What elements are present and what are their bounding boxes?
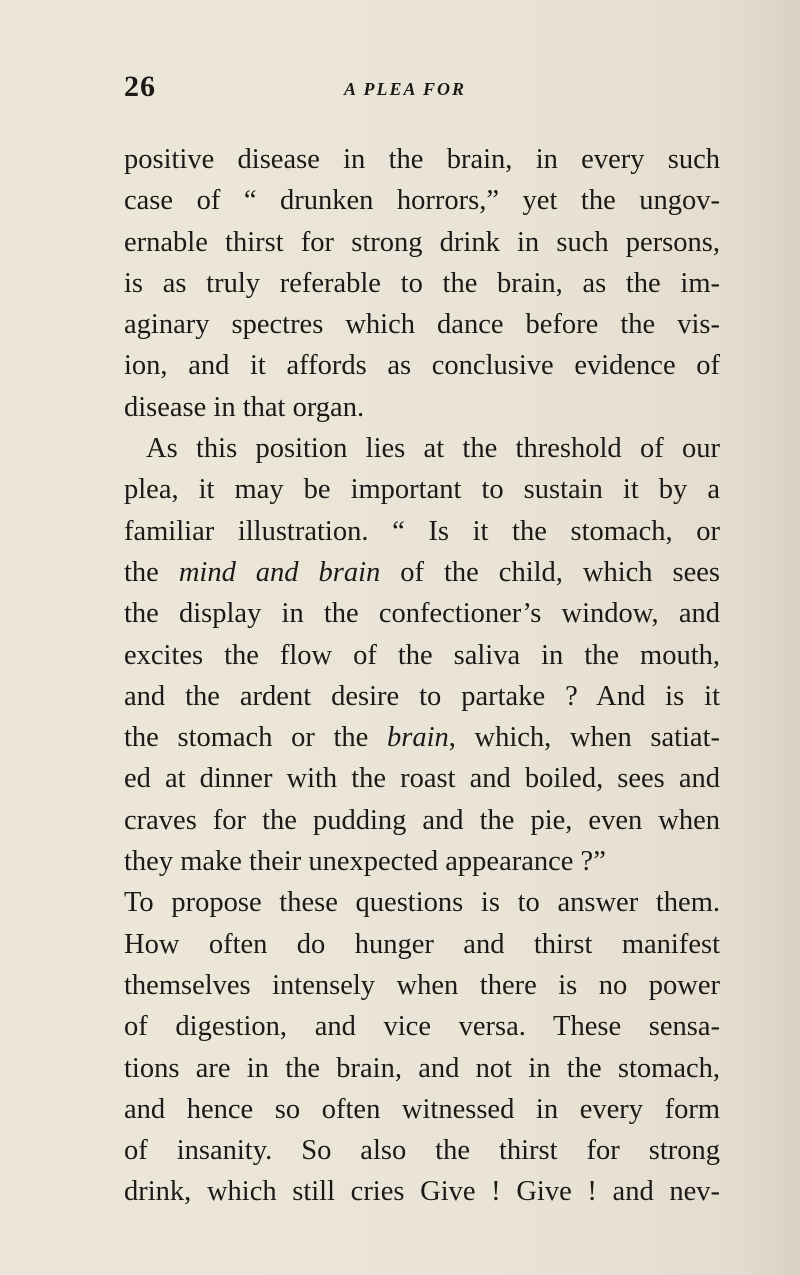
text-fragment: , which, when satiat- [448,722,720,754]
text-line: themselves intensely when there is no power [124,969,720,1001]
text-line: case of “ drunken horrors,” yet the ungov- [124,185,720,217]
body-text [124,139,720,1213]
running-head: A PLEA FOR [344,79,467,99]
text-line: ernable thirst for strong drink in such persons, [124,226,720,258]
text-line: is as truly referable to the brain, as the im- [124,267,720,299]
text-line: aginary spectres which dance before the vis- [124,309,720,341]
text-fragment: the stomach or the [124,722,369,754]
text-line: ion, and it affords as conclusive evidence of [124,350,720,382]
text-line: excites the flow of the saliva in the mouth, [124,639,720,671]
italic-word: brain [386,722,449,754]
text-line: positive disease in the brain, in every such [124,144,720,175]
text-line: tions are in the brain, and not in the stomach, [124,1052,720,1084]
text-line: and the ardent desire to partake ? And is it [124,680,720,712]
text-line: ed at dinner with the roast and boiled, sees and [124,763,720,795]
text-line-with-italic [124,717,720,758]
text-line: the display in the confectioner’s window, and [124,598,720,630]
page-number: 26 [124,70,156,103]
text-line: craves for the pudding and the pie, even when [124,804,720,836]
text-line-with-italic [124,552,720,593]
page-header [124,70,724,110]
text-line: of digestion, and vice versa. These sensa- [124,1011,720,1043]
text-line: of insanity. So also the thirst for strong [124,1135,720,1167]
text-line: drink, which still cries Give ! Give ! and nev- [124,1176,720,1208]
text-line: familiar illustration. “ Is it the stomach, or [124,515,720,547]
text-line: plea, it may be important to sustain it by a [124,474,720,506]
text-line: To propose these questions is to answer them. [124,887,720,919]
text-line: they make their unexpected appearance ?” [124,846,606,878]
text-line: How often do hunger and thirst manifest [124,928,720,960]
text-fragment: the [124,556,159,588]
text-line: As this position lies at the threshold of our [146,433,720,465]
text-line: disease in that organ. [124,391,365,423]
text-line: and hence so often witnessed in every form [124,1093,720,1125]
italic-phrase: mind and brain [178,556,381,588]
text-fragment: of the child, which sees [400,556,721,588]
